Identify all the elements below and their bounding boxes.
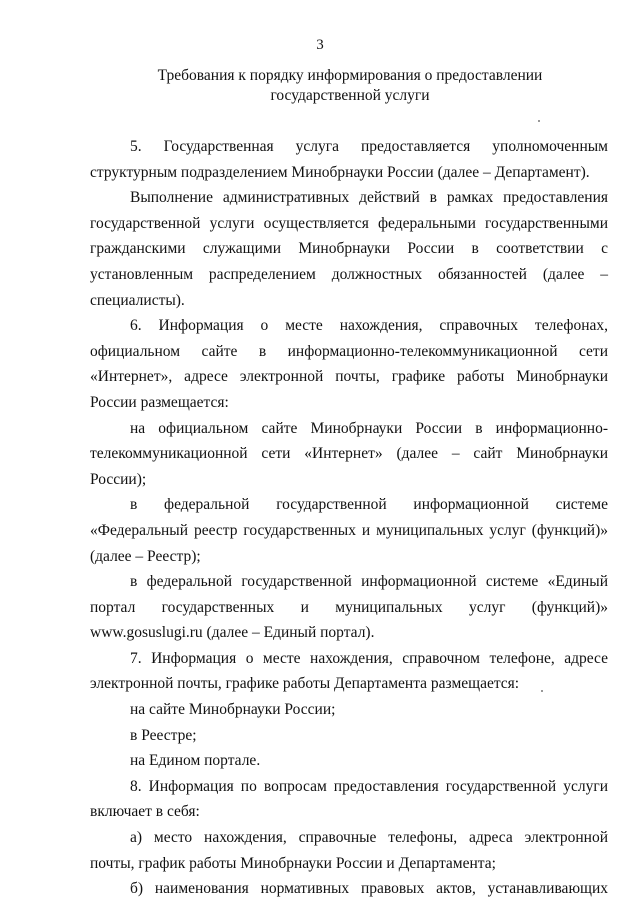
paragraph-6: 6. Информация о месте нахождения, справочных телефонах, официальном сайте в информационно-телекоммуникационной сети «Интернет», адресе электронной почты, графике работы Минобрнауки России размещается: (90, 317, 608, 411)
page-number: 3 (316, 37, 324, 53)
paragraph-6-item-site: на официальном сайте Минобрнауки России в информационно-телекоммуникационной сети «Интернет» (далее – сайт Минобрнауки России); (90, 419, 608, 488)
section-title-line-1: Требования к порядку информирования о предоставлении (157, 67, 543, 84)
paragraph-8: 8. Информация по вопросам предоставления государственной услуги включает в себя: (90, 777, 608, 821)
paragraph-6-item-portal: в федеральной государственной информационной системе «Единый портал государственных и муниципальных услуг (функций)» www.gosuslugi.ru (далее – Единый портал). (90, 573, 608, 642)
section-title (90, 66, 610, 106)
paragraph-7-item-portal: на Едином портале. (130, 752, 261, 770)
scan-speck (538, 120, 540, 122)
paragraph-8-item-a: а) место нахождения, справочные телефоны, адреса электронной почты, график работы Минобрнауки России и Департамента; (90, 829, 608, 872)
paragraph-5-cont: Выполнение административных действий в рамках предоставления государственной услуги осуществляется федеральными государственными гражданскими служащими Минобрнауки России в соответствии с установленным распределением должностных обязанностей (далее – специалисты). (90, 189, 608, 309)
paragraph-7: 7. Информация о месте нахождения, справочном телефоне, адресе электронной почты, графике работы Департамента размещается: (90, 649, 608, 693)
scan-speck (541, 690, 543, 692)
paragraph-6-item-registry: в федеральной государственной информационной системе «Федеральный реестр государственных и муниципальных услуг (функций)» (далее – Реестр); (90, 496, 608, 565)
section-title-line-2: государственной услуги (270, 87, 430, 104)
paragraph-7-item-registry: в Реестре; (130, 726, 197, 744)
document-body (90, 134, 608, 902)
paragraph-5: 5. Государственная услуга предоставляется уполномоченным структурным подразделением Минобрнауки России (далее – Департамент). (90, 138, 608, 181)
paragraph-8-item-b: б) наименования нормативных правовых актов, устанавливающих (130, 880, 608, 898)
paragraph-7-item-site: на сайте Минобрнауки России; (130, 701, 336, 719)
